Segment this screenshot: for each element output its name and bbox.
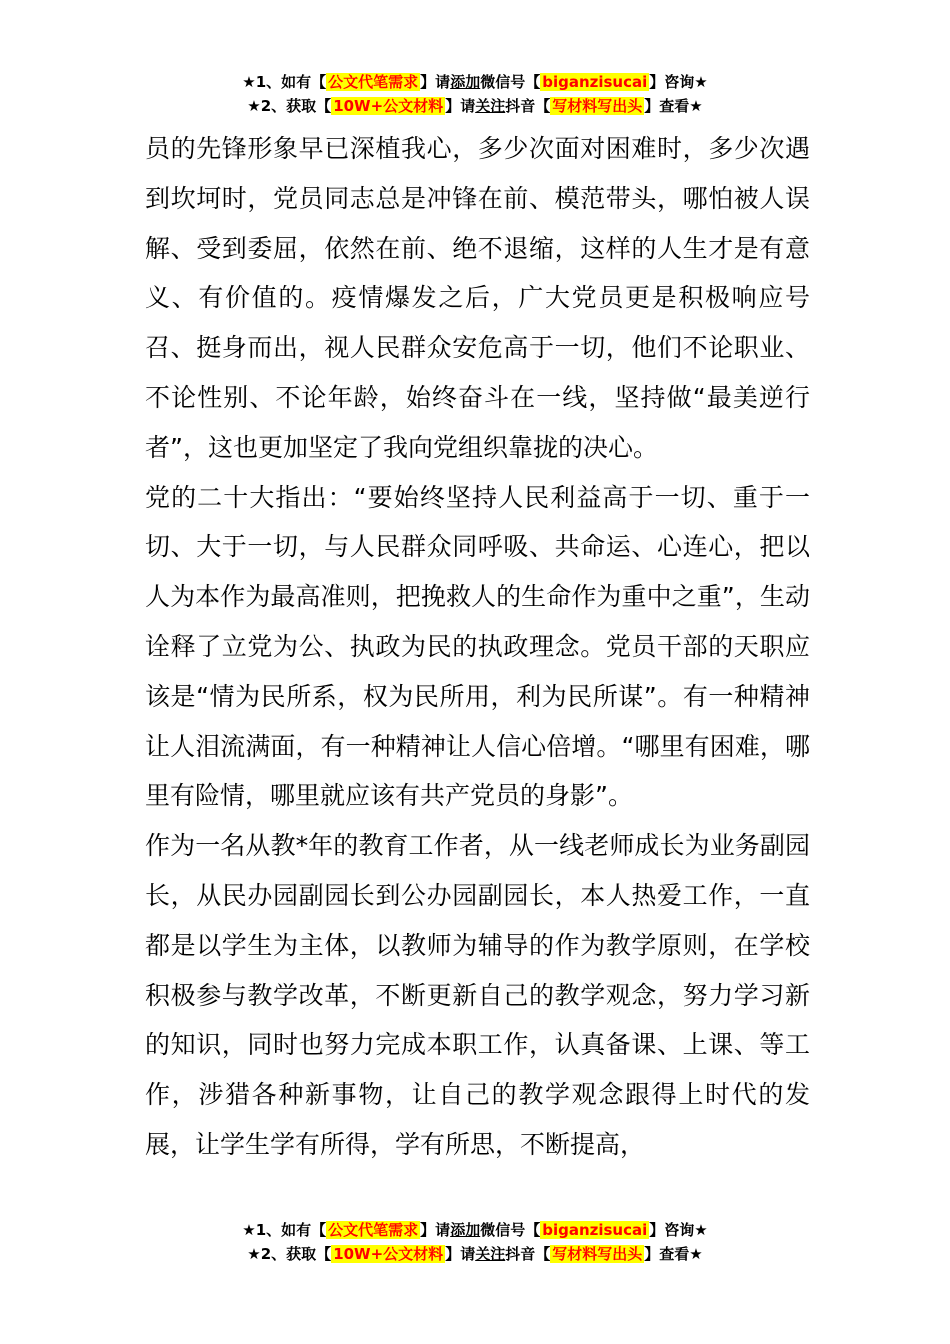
footer-line-1: [0, 1218, 950, 1242]
footer-line-2-underlined: 关注: [475, 1245, 506, 1263]
footer-banner: [0, 1218, 950, 1266]
footer-line-1-highlight-service: 公文代笔需求: [328, 1221, 419, 1239]
header-line-2-prefix: ★2、获取【: [247, 97, 332, 115]
header-line-1-prefix: ★1、如有【: [242, 73, 327, 91]
header-line-2-mid2: 抖音【: [505, 97, 551, 115]
footer-line-2-highlight-douyin: 写材料写出头: [552, 1245, 643, 1263]
footer-line-2-mid2: 抖音【: [505, 1245, 551, 1263]
footer-line-2-mid1: 】请: [445, 1245, 476, 1263]
paragraph-1: 员的先锋形象早已深植我心，多少次面对困难时，多少次遇到坎坷时，党员同志总是冲锋在前、模范带头，哪怕被人误解、受到委屈，依然在前、绝不退缩，这样的人生才是有意义、有价值的。疫情爆发之后，广大党员更是积极响应号召、挺身而出，视人民群众安危高于一切，他们不论职业、不论性别、不论年龄，始终奋斗在一线，坚持做“最美逆行者”，这也更加坚定了我向党组织靠拢的决心。: [145, 134, 810, 462]
header-line-2-highlight-douyin: 写材料写出头: [552, 97, 643, 115]
footer-line-1-suffix: 】咨询★: [649, 1221, 708, 1239]
paragraph-2: 党的二十大指出：“要始终坚持人民利益高于一切、重于一切、大于一切，与人民群众同呼吸、共命运、心连心，把以人为本作为最高准则，把挽救人的生命作为重中之重”，生动诠释了立党为公、执政为民的执政理念。党员干部的天职应该是“情为民所系，权为民所用，利为民所谋”。有一种精神让人泪流满面，有一种精神让人信心倍增。“哪里有困难，哪里有险情，哪里就应该有共产党员的身影”。: [145, 482, 810, 811]
footer-line-1-highlight-wechat: biganzisucai: [542, 1221, 648, 1239]
footer-line-2-highlight-materials: 10W+公文材料: [333, 1245, 444, 1263]
footer-line-2: [0, 1242, 950, 1266]
footer-line-1-mid2: 微信号【: [480, 1221, 541, 1239]
document-body: [145, 124, 810, 1170]
header-line-2-underlined: 关注: [475, 97, 506, 115]
footer-line-1-mid1: 】请: [420, 1221, 451, 1239]
footer-line-2-suffix: 】查看★: [644, 1245, 703, 1263]
header-line-2: [0, 94, 950, 118]
header-line-1-underlined: 添加: [450, 73, 481, 91]
header-line-1: [0, 70, 950, 94]
header-line-1-highlight-service: 公文代笔需求: [328, 73, 419, 91]
header-line-1-mid2: 微信号【: [480, 73, 541, 91]
paragraph-3: 作为一名从教*年的教育工作者，从一线老师成长为业务副园长，从民办园副园长到公办园副园长，本人热爱工作，一直都是以学生为主体，以教师为辅导的作为教学原则，在学校积极参与教学改革，不断更新自己的教学观念，努力学习新的知识，同时也努力完成本职工作，认真备课、上课、等工作，涉猎各种新事物，让自己的教学观念跟得上时代的发展，让学生学有所得，学有所思，不断提高，: [145, 831, 810, 1159]
footer-line-1-prefix: ★1、如有【: [242, 1221, 327, 1239]
header-line-2-mid1: 】请: [445, 97, 476, 115]
header-line-2-highlight-materials: 10W+公文材料: [333, 97, 444, 115]
header-line-1-mid1: 】请: [420, 73, 451, 91]
header-line-2-suffix: 】查看★: [644, 97, 703, 115]
header-line-1-suffix: 】咨询★: [649, 73, 708, 91]
footer-line-1-underlined: 添加: [450, 1221, 481, 1239]
header-banner: [0, 70, 950, 118]
header-line-1-highlight-wechat: biganzisucai: [542, 73, 648, 91]
footer-line-2-prefix: ★2、获取【: [247, 1245, 332, 1263]
